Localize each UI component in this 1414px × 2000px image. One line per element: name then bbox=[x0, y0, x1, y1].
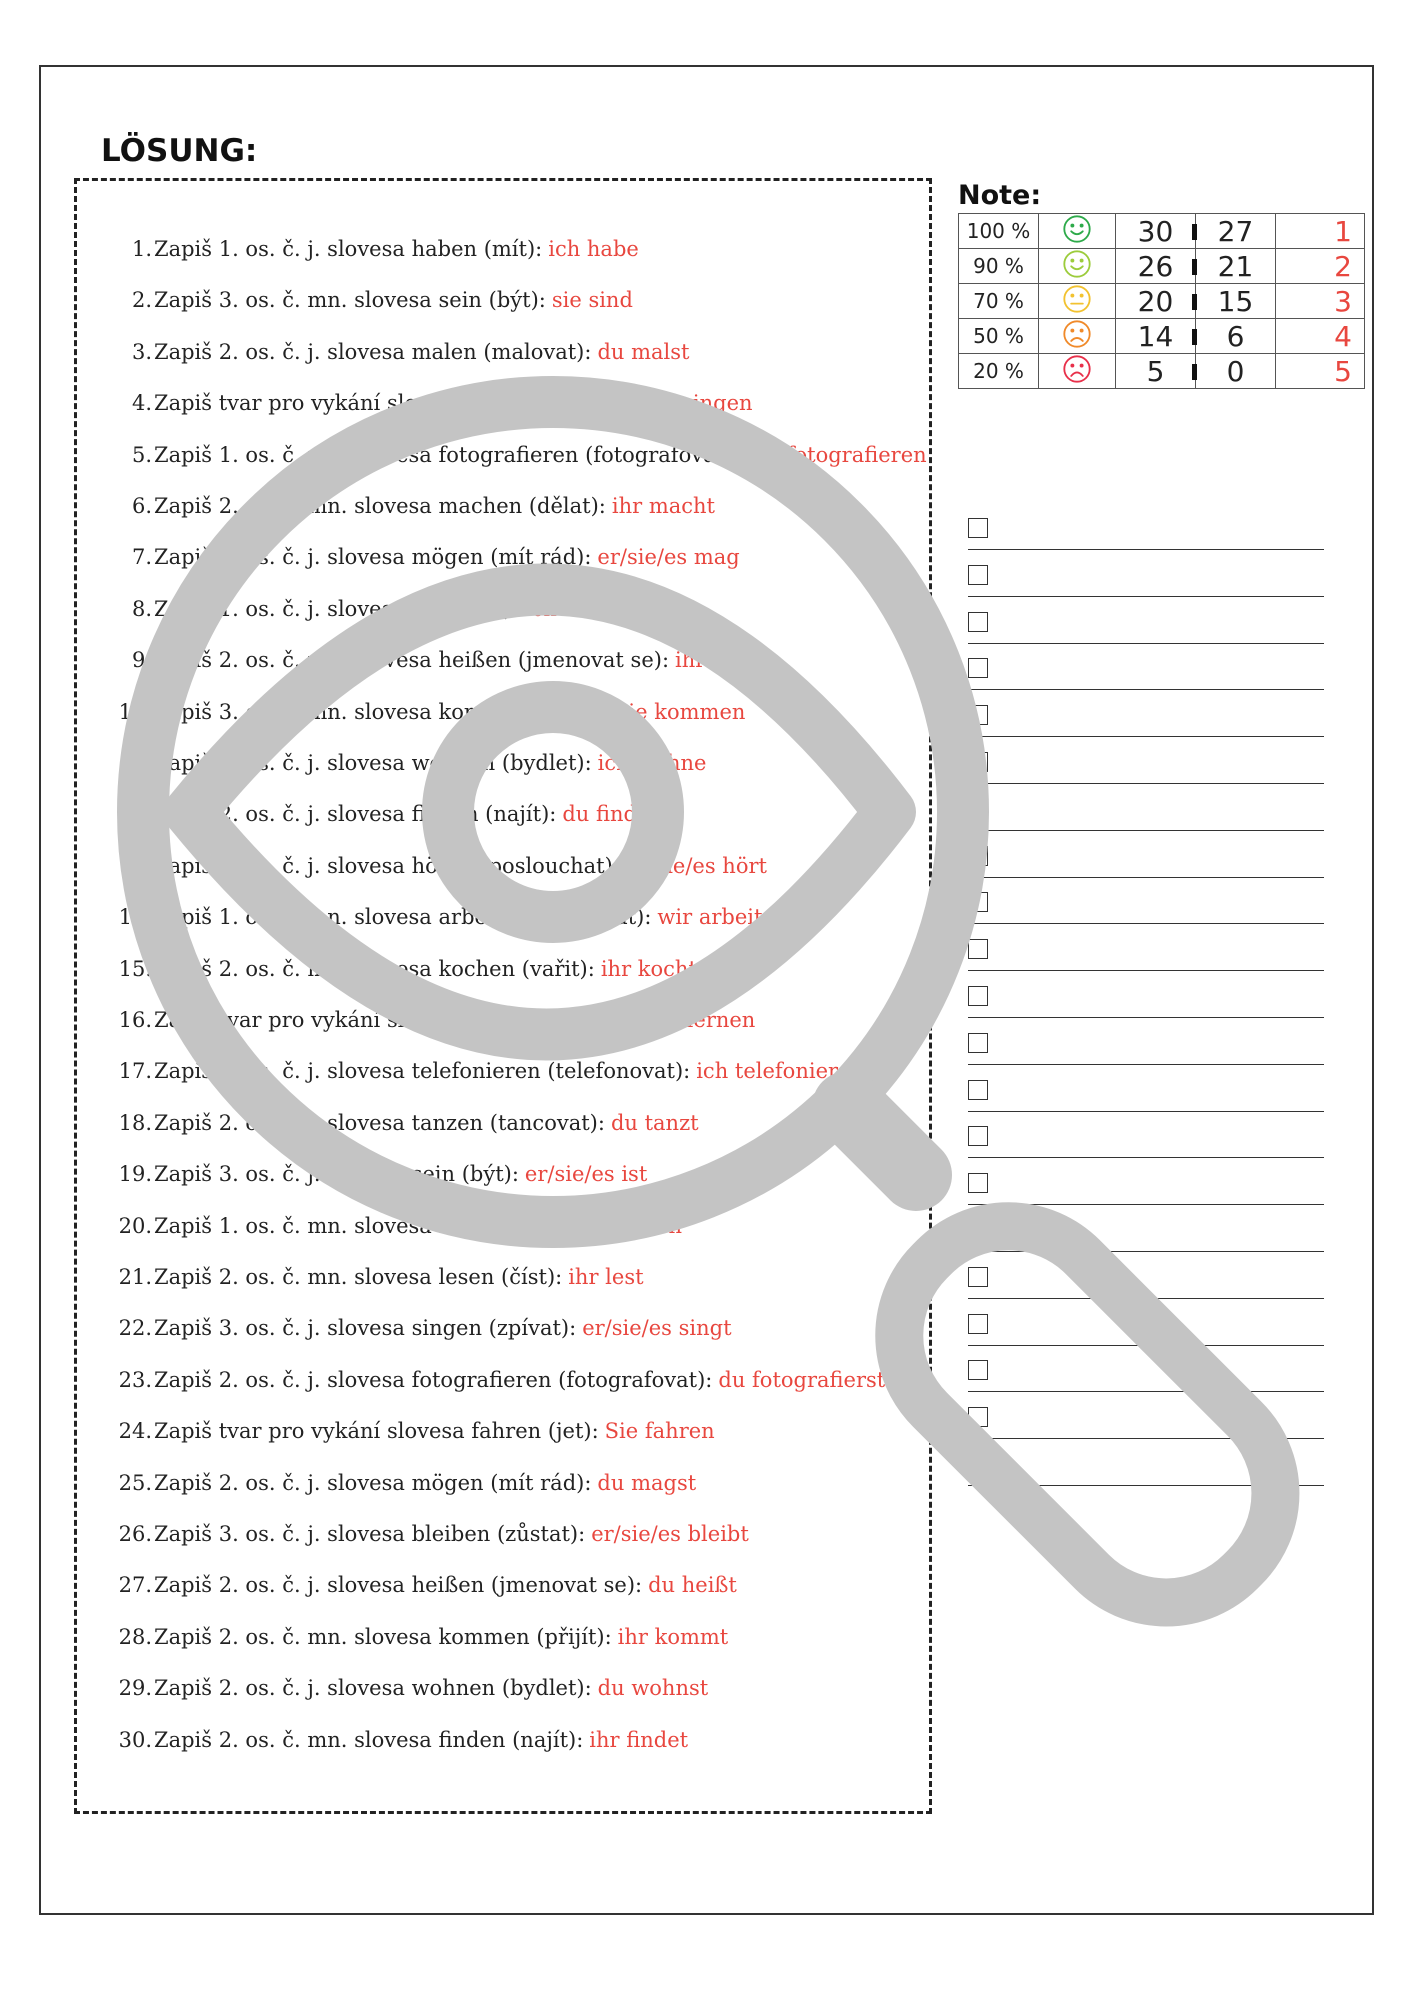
exercise-question: Zapiš 2. os. č. j. slovesa wohnen (bydlet): bbox=[154, 1676, 592, 1701]
exercise-item bbox=[100, 1360, 920, 1400]
frown-face-icon bbox=[1039, 319, 1116, 354]
exercise-number: 7. bbox=[131, 545, 152, 570]
checkbox[interactable] bbox=[968, 565, 988, 585]
exercise-answer: er/sie/es bleibt bbox=[591, 1522, 749, 1546]
answer-line bbox=[968, 689, 1324, 690]
exercise-item bbox=[100, 743, 920, 783]
exercise-answer: ich bin bbox=[524, 596, 598, 621]
exercise-item bbox=[100, 1668, 920, 1708]
checklist-row bbox=[968, 752, 1324, 784]
exercise-item bbox=[100, 1411, 920, 1451]
exercise-question: Zapiš 1. os. č. j. slovesa wohnen (bydlet): bbox=[154, 751, 592, 775]
answer-line bbox=[968, 1251, 1324, 1252]
grade-min-points: 27 bbox=[1196, 214, 1276, 249]
checkbox[interactable] bbox=[968, 1080, 988, 1100]
checkbox[interactable] bbox=[968, 1454, 988, 1474]
exercise-answer: du wohnst bbox=[597, 1676, 709, 1701]
exercise-number: 26. bbox=[118, 1522, 152, 1546]
checklist-row bbox=[968, 1454, 1324, 1486]
checkbox[interactable] bbox=[968, 518, 988, 538]
exercise-answer: ich wohne bbox=[597, 751, 707, 775]
answer-line bbox=[968, 549, 1324, 550]
exercise-item bbox=[100, 794, 920, 834]
smile-face-icon bbox=[1039, 214, 1116, 249]
exercise-answer: wir arbeiten bbox=[657, 905, 789, 930]
exercise-number: 19. bbox=[118, 1162, 152, 1187]
grade-value: 1 bbox=[1276, 214, 1365, 249]
answer-line bbox=[968, 877, 1324, 878]
checkbox[interactable] bbox=[968, 1267, 988, 1287]
exercise-item bbox=[100, 846, 920, 886]
exercise-question: Zapiš 2. os. č. j. slovesa heißen (jmenovat se): bbox=[154, 1573, 643, 1598]
exercise-question: Zapiš 2. os. č. mn. slovesa lesen (číst): bbox=[154, 1265, 563, 1289]
exercise-answer: er/sie/es ist bbox=[524, 1162, 648, 1187]
answer-line bbox=[968, 1438, 1324, 1439]
exercise-question: Zapiš tvar pro vykání slovesa singen (zpívat): bbox=[154, 391, 636, 416]
exercise-answer: du malst bbox=[597, 339, 690, 364]
checkbox[interactable] bbox=[968, 658, 988, 678]
exercise-question: Zapiš 1. os. č. j. slovesa haben (mít): bbox=[154, 237, 543, 261]
grade-value: 3 bbox=[1276, 284, 1365, 319]
grade-max-points: 5 bbox=[1116, 354, 1196, 389]
exercise-answer: ihr findet bbox=[589, 1727, 689, 1752]
exercise-question: Zapiš 2. os. č. mn. slovesa machen (dělat): bbox=[154, 494, 606, 518]
grade-row bbox=[959, 284, 1365, 319]
exercise-number: 5. bbox=[131, 442, 152, 467]
exercise-number: 29. bbox=[118, 1676, 152, 1701]
smile-face-icon bbox=[1039, 249, 1116, 284]
exercise-answer: ihr lest bbox=[568, 1265, 644, 1289]
exercise-question: Zapiš 3. os. č. j. slovesa bleiben (zůstat): bbox=[154, 1522, 586, 1546]
checkbox[interactable] bbox=[968, 752, 988, 772]
checkbox[interactable] bbox=[968, 1314, 988, 1334]
answer-line bbox=[968, 1345, 1324, 1346]
exercise-item bbox=[100, 589, 920, 629]
exercise-number: 18. bbox=[118, 1110, 152, 1135]
exercise-item bbox=[100, 486, 920, 526]
grade-percent: 50 % bbox=[959, 319, 1039, 354]
grade-min-points: 6 bbox=[1196, 319, 1276, 354]
exercise-number: 4. bbox=[131, 391, 152, 416]
exercise-number: 17. bbox=[118, 1059, 152, 1084]
exercise-question: Zapiš 2. os. č. mn. slovesa heißen (jmenovat se): bbox=[154, 648, 670, 673]
exercise-number: 23. bbox=[118, 1367, 152, 1392]
exercise-answer: ich habe bbox=[548, 237, 639, 261]
exercise-answer: ihr heißt bbox=[675, 648, 768, 673]
grade-max-points: 30 bbox=[1116, 214, 1196, 249]
answer-line bbox=[968, 736, 1324, 737]
grade-value: 2 bbox=[1276, 249, 1365, 284]
checklist-row bbox=[968, 986, 1324, 1018]
checkbox[interactable] bbox=[968, 1220, 988, 1240]
checkbox[interactable] bbox=[968, 612, 988, 632]
checkbox[interactable] bbox=[968, 1126, 988, 1146]
exercise-number: 22. bbox=[118, 1316, 152, 1341]
exercise-number: 14. bbox=[118, 905, 152, 930]
checklist-row bbox=[968, 518, 1324, 550]
checkbox[interactable] bbox=[968, 799, 988, 819]
checkbox[interactable] bbox=[968, 1407, 988, 1427]
exercise-answer: er/sie/es mag bbox=[597, 545, 740, 570]
exercise-answer: du heißt bbox=[648, 1573, 737, 1598]
exercise-number: 11. bbox=[118, 751, 152, 775]
grade-max-points: 14 bbox=[1116, 319, 1196, 354]
exercise-number: 16. bbox=[118, 1008, 152, 1032]
exercise-answer: er/sie/es hört bbox=[625, 853, 767, 878]
exercise-answer: du fotografierst bbox=[718, 1367, 886, 1392]
exercise-item bbox=[100, 897, 920, 937]
checkbox[interactable] bbox=[968, 1360, 988, 1380]
exercise-question: Zapiš 3. os. č. mn. slovesa sein (být): bbox=[154, 288, 546, 313]
page-title: LÖSUNG: bbox=[101, 133, 258, 169]
exercise-item bbox=[100, 692, 920, 732]
answer-line bbox=[968, 830, 1324, 831]
exercise-question: Zapiš 2. os. č. j. slovesa malen (malovat): bbox=[154, 339, 592, 364]
grade-row bbox=[959, 214, 1365, 249]
exercise-question: Zapiš 2. os. č. mn. slovesa kommen (přijít): bbox=[154, 1624, 612, 1649]
exercise-answer: sie kommen bbox=[617, 699, 746, 724]
checklist-row bbox=[968, 565, 1324, 597]
exercise-question: Zapiš 3. os. č. j. slovesa hören (poslouchat): bbox=[154, 853, 620, 878]
grade-value: 4 bbox=[1276, 319, 1365, 354]
checkbox[interactable] bbox=[968, 846, 988, 866]
exercise-item bbox=[100, 1514, 920, 1554]
grade-max-points: 20 bbox=[1116, 284, 1196, 319]
exercise-item bbox=[100, 1000, 920, 1040]
checklist-row bbox=[968, 612, 1324, 644]
answer-line bbox=[968, 1157, 1324, 1158]
answer-line bbox=[968, 643, 1324, 644]
exercise-number: 30. bbox=[118, 1727, 152, 1752]
exercise-item bbox=[100, 949, 920, 989]
checkbox[interactable] bbox=[968, 939, 988, 959]
exercise-item bbox=[100, 537, 920, 577]
grade-percent: 70 % bbox=[959, 284, 1039, 319]
exercise-answer: du findest bbox=[562, 802, 669, 827]
exercise-number: 25. bbox=[118, 1470, 152, 1495]
answer-line bbox=[968, 783, 1324, 784]
checklist-row bbox=[968, 939, 1324, 971]
exercise-question: Zapiš 2. os. č. j. slovesa finden (najít): bbox=[154, 802, 557, 827]
exercise-item bbox=[100, 383, 920, 423]
exercise-number: 3. bbox=[131, 339, 152, 364]
exercise-number: 1. bbox=[131, 237, 152, 261]
exercise-item bbox=[100, 280, 920, 320]
answer-line bbox=[968, 1204, 1324, 1205]
exercise-answer: Sie fahren bbox=[604, 1419, 715, 1444]
exercise-number: 12. bbox=[118, 802, 152, 827]
answer-line bbox=[968, 1064, 1324, 1065]
exercise-answer: Sie lernen bbox=[646, 1008, 756, 1032]
checklist-row bbox=[968, 892, 1324, 924]
exercise-number: 13. bbox=[118, 853, 152, 878]
grade-row bbox=[959, 354, 1365, 389]
answer-line bbox=[968, 1017, 1324, 1018]
answer-line bbox=[968, 1111, 1324, 1112]
checklist-row bbox=[968, 1360, 1324, 1392]
answer-line bbox=[968, 1485, 1324, 1486]
exercise-number: 8. bbox=[131, 596, 152, 621]
grade-min-points: 21 bbox=[1196, 249, 1276, 284]
exercise-number: 6. bbox=[131, 494, 152, 518]
exercise-answer: ich telefoniere bbox=[696, 1059, 851, 1084]
grade-min-points: 0 bbox=[1196, 354, 1276, 389]
exercise-item bbox=[100, 332, 920, 372]
grade-percent: 20 % bbox=[959, 354, 1039, 389]
checklist-row bbox=[968, 658, 1324, 690]
exercise-question: Zapiš 2. os. č. mn. slovesa kochen (vařit): bbox=[154, 956, 595, 981]
exercise-answer: ihr kommt bbox=[617, 1624, 729, 1649]
exercise-question: Zapiš 1. os. č. mn. slovesa arbeiten (pracovat): bbox=[154, 905, 652, 930]
note-label: Note: bbox=[958, 180, 1042, 211]
exercise-answer: wir haben bbox=[575, 1213, 683, 1238]
grade-min-points: 15 bbox=[1196, 284, 1276, 319]
exercise-answer: sie sind bbox=[551, 288, 633, 313]
checklist-row bbox=[968, 1314, 1324, 1346]
exercise-answer: er/sie/es singt bbox=[582, 1316, 732, 1341]
checkbox[interactable] bbox=[968, 1173, 988, 1193]
exercise-item bbox=[100, 1051, 920, 1091]
exercise-item bbox=[100, 1257, 920, 1297]
grade-row bbox=[959, 249, 1365, 284]
exercise-item bbox=[100, 1154, 920, 1194]
checklist-row bbox=[968, 1080, 1324, 1112]
exercise-number: 27. bbox=[118, 1573, 152, 1598]
answer-line bbox=[968, 596, 1324, 597]
exercise-number: 21. bbox=[118, 1265, 152, 1289]
exercise-question: Zapiš 3. os. č. j. slovesa sein (být): bbox=[154, 1162, 519, 1187]
checkbox[interactable] bbox=[968, 705, 988, 725]
exercise-number: 10. bbox=[118, 699, 152, 724]
answer-line bbox=[968, 923, 1324, 924]
checkbox[interactable] bbox=[968, 892, 988, 912]
exercise-number: 15. bbox=[118, 956, 152, 981]
grade-row bbox=[959, 319, 1365, 354]
exercise-number: 9. bbox=[131, 648, 152, 673]
exercise-answer: du tanzt bbox=[610, 1110, 699, 1135]
neutral-face-icon bbox=[1039, 284, 1116, 319]
exercise-item bbox=[100, 1565, 920, 1605]
exercise-answer: ihr macht bbox=[611, 494, 715, 518]
exercise-item bbox=[100, 1308, 920, 1348]
exercise-number: 20. bbox=[118, 1213, 152, 1238]
exercise-question: Zapiš 2. os. č. j. slovesa mögen (mít rád): bbox=[154, 1470, 592, 1495]
exercise-answer: Sie singen bbox=[641, 391, 753, 416]
exercise-item bbox=[100, 640, 920, 680]
exercise-question: Zapiš 3. os. č. mn. slovesa kommen (přijít): bbox=[154, 699, 612, 724]
exercise-item bbox=[100, 1103, 920, 1143]
exercise-question: Zapiš 1. os. č. j. slovesa sein (být): bbox=[154, 596, 519, 621]
exercise-question: Zapiš tvar pro vykání slovesa lernen (učit se): bbox=[154, 1008, 641, 1032]
checklist-row bbox=[968, 846, 1324, 878]
checklist-row bbox=[968, 1033, 1324, 1065]
exercise-item bbox=[100, 1617, 920, 1657]
answer-line bbox=[968, 1298, 1324, 1299]
exercise-question: Zapiš 1. os. č. mn. slovesa haben (mít): bbox=[154, 1213, 570, 1238]
exercise-question: Zapiš 3. os. č. j. slovesa singen (zpívat): bbox=[154, 1316, 577, 1341]
checkbox[interactable] bbox=[968, 1033, 988, 1053]
exercise-item bbox=[100, 435, 927, 475]
exercise-answer: du magst bbox=[597, 1470, 697, 1495]
checklist-row bbox=[968, 1407, 1324, 1439]
grade-percent: 100 % bbox=[959, 214, 1039, 249]
checklist-row bbox=[968, 705, 1324, 737]
checklist-row bbox=[968, 1126, 1324, 1158]
exercise-question: Zapiš 2. os. č. j. slovesa fotografieren (fotografovat): bbox=[154, 1367, 713, 1392]
checkbox[interactable] bbox=[968, 986, 988, 1006]
exercise-answer: ihr kocht bbox=[600, 956, 697, 981]
exercise-question: Zapiš 3. os. č. j. slovesa mögen (mít rád): bbox=[154, 545, 592, 570]
exercise-item bbox=[100, 1463, 920, 1503]
checklist-row bbox=[968, 1267, 1324, 1299]
exercise-answer: wir fotografieren bbox=[745, 442, 927, 467]
exercise-item bbox=[100, 1206, 920, 1246]
answer-line bbox=[968, 970, 1324, 971]
grade-max-points: 26 bbox=[1116, 249, 1196, 284]
grade-table bbox=[958, 213, 1365, 389]
checklist-row bbox=[968, 1173, 1324, 1205]
exercise-question: Zapiš 1. os. č. j. slovesa telefonieren (telefonovat): bbox=[154, 1059, 691, 1084]
answer-line bbox=[968, 1391, 1324, 1392]
exercise-item bbox=[100, 229, 920, 269]
exercise-number: 28. bbox=[118, 1624, 152, 1649]
checklist-row bbox=[968, 799, 1324, 831]
exercise-question: Zapiš 2. os. č. mn. slovesa finden (najít): bbox=[154, 1727, 584, 1752]
exercise-question: Zapiš 2. os. č. j. slovesa tanzen (tancovat): bbox=[154, 1110, 605, 1135]
exercise-question: Zapiš 1. os. č. mn. slovesa fotografieren (fotografovat): bbox=[154, 442, 740, 467]
exercise-item bbox=[100, 1720, 920, 1760]
grade-percent: 90 % bbox=[959, 249, 1039, 284]
exercise-question: Zapiš tvar pro vykání slovesa fahren (jet): bbox=[154, 1419, 599, 1444]
exercise-number: 2. bbox=[131, 288, 152, 313]
sad-face-icon bbox=[1039, 354, 1116, 389]
grade-value: 5 bbox=[1276, 354, 1365, 389]
checklist-row bbox=[968, 1220, 1324, 1252]
exercise-number: 24. bbox=[118, 1419, 152, 1444]
